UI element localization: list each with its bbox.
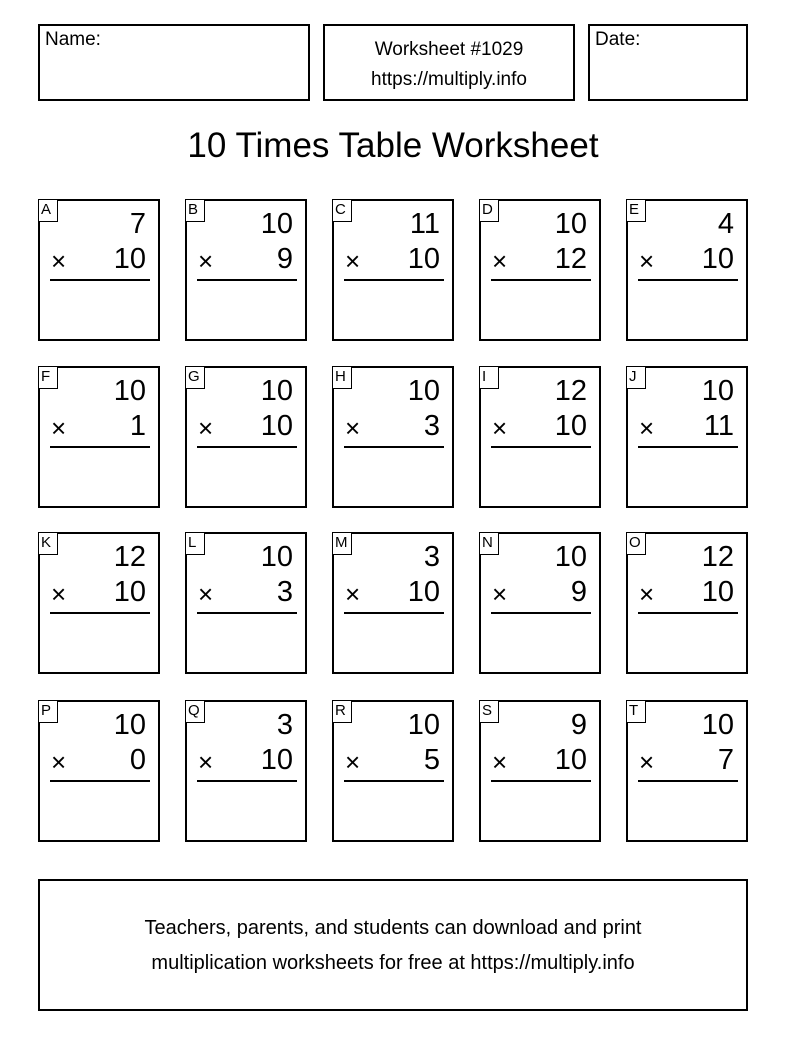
multiply-sign: × (51, 413, 67, 443)
site-url: https://multiply.info (371, 69, 527, 90)
answer-line (197, 780, 297, 782)
problem-letter: K (38, 532, 58, 555)
answer-line (491, 612, 591, 614)
problem-card[interactable] (626, 199, 748, 341)
multiplier: 10 (260, 410, 293, 442)
problem-letter: F (38, 366, 58, 389)
multiplier: 9 (276, 243, 293, 275)
multiplier: 5 (423, 744, 440, 776)
worksheet-number: Worksheet #1029 (374, 39, 524, 60)
multiplicand: 12 (113, 541, 146, 573)
problem-card[interactable] (332, 199, 454, 341)
multiply-sign: × (345, 413, 361, 443)
multiply-sign: × (345, 747, 361, 777)
problem-letter: T (626, 700, 646, 723)
answer-line (50, 780, 150, 782)
problem-card[interactable] (185, 199, 307, 341)
multiplicand: 10 (701, 375, 734, 407)
problem-card[interactable] (479, 532, 601, 674)
problem-letter: D (479, 199, 499, 222)
problem-letter: M (332, 532, 352, 555)
problem-letter: P (38, 700, 58, 723)
multiply-sign: × (345, 579, 361, 609)
multiply-sign: × (492, 579, 508, 609)
problem-card[interactable] (38, 366, 160, 508)
page-title: 10 Times Table Worksheet (187, 126, 599, 165)
multiplicand: 10 (260, 541, 293, 573)
multiplicand: 9 (570, 709, 587, 741)
problem-letter: L (185, 532, 205, 555)
multiplier: 7 (717, 744, 734, 776)
multiplier: 10 (407, 576, 440, 608)
multiply-sign: × (51, 246, 67, 276)
name-label: Name: (45, 29, 101, 50)
problem-letter: O (626, 532, 646, 555)
multiplier: 10 (113, 576, 146, 608)
problem-card[interactable] (38, 199, 160, 341)
multiplier: 12 (554, 243, 587, 275)
problem-letter: I (479, 366, 499, 389)
problem-letter: G (185, 366, 205, 389)
problem-letter: S (479, 700, 499, 723)
multiplier: 9 (570, 576, 587, 608)
answer-line (638, 279, 738, 281)
multiply-sign: × (639, 747, 655, 777)
answer-line (344, 446, 444, 448)
multiplicand: 10 (407, 709, 440, 741)
multiply-sign: × (639, 579, 655, 609)
multiplicand: 10 (701, 709, 734, 741)
multiply-sign: × (198, 246, 214, 276)
multiply-sign: × (198, 413, 214, 443)
multiplicand: 12 (554, 375, 587, 407)
footer-line-1: Teachers, parents, and students can download and print (144, 917, 642, 939)
multiplier: 3 (423, 410, 440, 442)
problem-card[interactable] (38, 532, 160, 674)
problem-card[interactable] (479, 366, 601, 508)
answer-line (344, 279, 444, 281)
answer-line (491, 446, 591, 448)
multiplicand: 10 (554, 541, 587, 573)
problem-letter: N (479, 532, 499, 555)
worksheet-info-box (323, 24, 575, 101)
footer-line-2: multiplication worksheets for free at https://multiply.info (151, 952, 635, 974)
answer-line (197, 446, 297, 448)
multiplicand: 10 (113, 375, 146, 407)
problem-card[interactable] (185, 532, 307, 674)
multiply-sign: × (198, 579, 214, 609)
problem-letter: J (626, 366, 646, 389)
problem-card[interactable] (626, 700, 748, 842)
multiplicand: 10 (113, 709, 146, 741)
multiplier: 10 (554, 410, 587, 442)
answer-line (638, 446, 738, 448)
answer-line (638, 780, 738, 782)
problem-card[interactable] (626, 366, 748, 508)
problem-card[interactable] (626, 532, 748, 674)
multiply-sign: × (492, 246, 508, 276)
answer-line (638, 612, 738, 614)
problem-card[interactable] (38, 700, 160, 842)
problem-card[interactable] (332, 532, 454, 674)
date-field-box[interactable] (588, 24, 748, 101)
multiply-sign: × (492, 413, 508, 443)
multiply-sign: × (492, 747, 508, 777)
multiply-sign: × (51, 579, 67, 609)
answer-line (344, 780, 444, 782)
name-field-box[interactable] (38, 24, 310, 101)
problem-card[interactable] (185, 700, 307, 842)
problem-card[interactable] (332, 366, 454, 508)
answer-line (50, 279, 150, 281)
multiplier: 10 (701, 576, 734, 608)
multiplier: 11 (703, 410, 734, 442)
answer-line (197, 612, 297, 614)
multiply-sign: × (639, 413, 655, 443)
multiplier: 10 (260, 744, 293, 776)
problem-card[interactable] (332, 700, 454, 842)
multiplier: 1 (129, 410, 146, 442)
multiplicand: 3 (423, 541, 440, 573)
multiplicand: 7 (129, 208, 146, 240)
answer-line (344, 612, 444, 614)
answer-line (491, 279, 591, 281)
answer-line (197, 279, 297, 281)
problem-letter: H (332, 366, 352, 389)
multiplicand: 4 (717, 208, 734, 240)
answer-line (491, 780, 591, 782)
multiplicand: 11 (409, 208, 440, 240)
multiplier: 10 (554, 744, 587, 776)
multiplicand: 3 (276, 709, 293, 741)
multiplicand: 10 (554, 208, 587, 240)
multiply-sign: × (345, 246, 361, 276)
multiplier: 10 (701, 243, 734, 275)
problem-letter: Q (185, 700, 205, 723)
multiplicand: 10 (407, 375, 440, 407)
multiplicand: 10 (260, 375, 293, 407)
footer-box (38, 879, 748, 1011)
multiplier: 10 (113, 243, 146, 275)
problem-letter: C (332, 199, 352, 222)
multiplicand: 10 (260, 208, 293, 240)
multiplicand: 12 (701, 541, 734, 573)
date-label: Date: (595, 29, 641, 50)
answer-line (50, 612, 150, 614)
problem-letter: A (38, 199, 58, 222)
answer-line (50, 446, 150, 448)
problem-letter: B (185, 199, 205, 222)
multiplier: 10 (407, 243, 440, 275)
multiply-sign: × (51, 747, 67, 777)
problem-card[interactable] (185, 366, 307, 508)
multiply-sign: × (198, 747, 214, 777)
multiply-sign: × (639, 246, 655, 276)
problem-card[interactable] (479, 199, 601, 341)
multiplier: 3 (276, 576, 293, 608)
problem-letter: E (626, 199, 646, 222)
problem-letter: R (332, 700, 352, 723)
multiplier: 0 (129, 744, 146, 776)
problem-card[interactable] (479, 700, 601, 842)
